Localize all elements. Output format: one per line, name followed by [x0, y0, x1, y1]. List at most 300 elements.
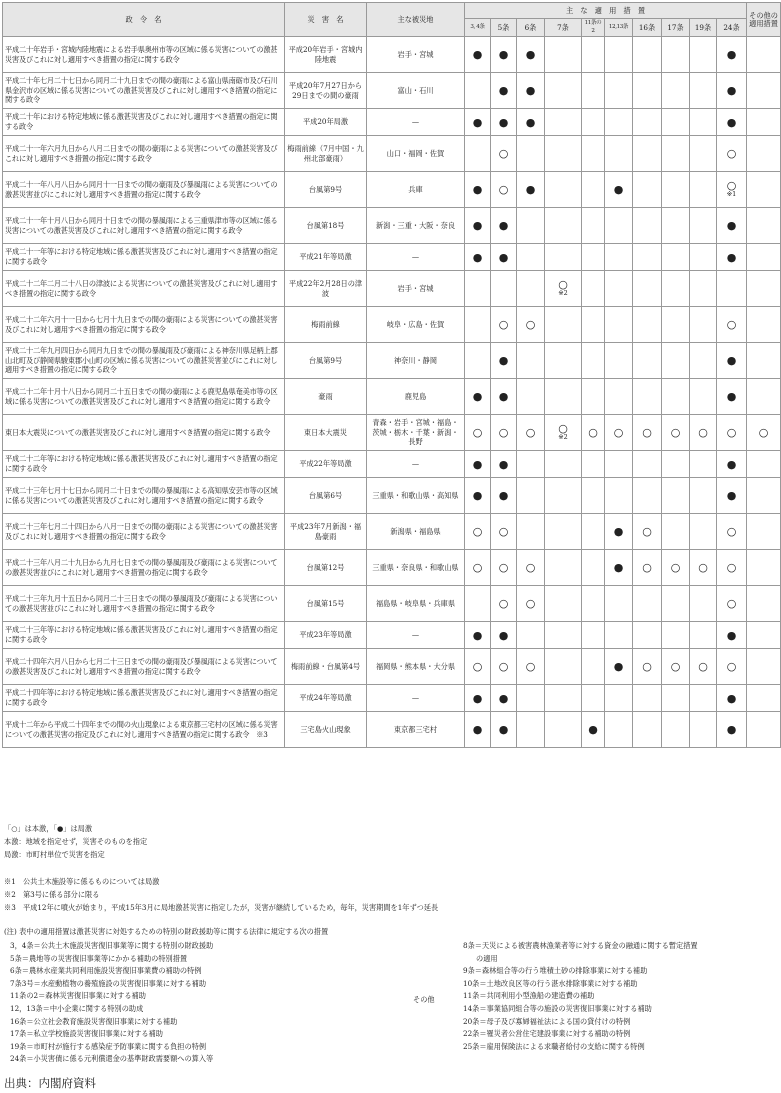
measure-mark-symbol: ○: [670, 660, 681, 673]
ordinance-name: 平成二十一年六月九日から八月二日までの間の豪雨による災害についての激甚災害及びこれに対し適用すべき措置の指定に関する政令: [3, 136, 285, 172]
measure-mark: [690, 379, 717, 415]
measure-mark-symbol: ○: [472, 660, 483, 673]
measure-mark: [465, 109, 491, 136]
measure-mark-symbol: ○: [698, 426, 708, 439]
other-measure-mark: [747, 109, 781, 136]
measure-mark: [491, 415, 517, 451]
measure-mark-symbol: ○: [498, 561, 509, 574]
affected-area: —: [367, 451, 465, 478]
disaster-name: 平成20年岩手・宮城内陸地震: [285, 37, 367, 73]
measure-mark: [605, 712, 633, 748]
measure-mark: [582, 244, 605, 271]
measure-mark: [545, 244, 582, 271]
measure-mark: [605, 271, 633, 307]
measure-mark: [690, 307, 717, 343]
measure-mark: [633, 649, 662, 685]
disaster-name: 台風第9号: [285, 343, 367, 379]
measure-mark: [517, 586, 545, 622]
measure-mark: [582, 649, 605, 685]
footnote-2: ※2 第3号に係る部分に限る: [4, 890, 100, 899]
other-measure-mark: [747, 622, 781, 649]
measure-col-header: 24条: [717, 19, 747, 37]
measure-mark: [582, 415, 605, 451]
other-measure-definition: 22条＝罹災者公営住宅建設事業に対する補助の特例: [463, 1029, 631, 1039]
measure-mark: [605, 208, 633, 244]
measure-mark-symbol: ●: [472, 115, 483, 129]
measure-mark: [633, 586, 662, 622]
measure-mark: [633, 343, 662, 379]
measure-col-header: 19条: [690, 19, 717, 37]
measure-mark: [690, 244, 717, 271]
measure-mark: [605, 415, 633, 451]
measure-note: ※2: [558, 289, 568, 298]
measure-mark: [690, 514, 717, 550]
col-header-name: 政 令 名: [3, 3, 285, 37]
other-measure-mark: [747, 271, 781, 307]
measure-mark: [633, 109, 662, 136]
measure-mark: [465, 136, 491, 172]
other-measure-definition: 14条＝事業協同組合等の施設の災害復旧事業に対する補助: [463, 1004, 652, 1013]
affected-area: —: [367, 244, 465, 271]
measure-mark: [491, 307, 517, 343]
other-measure-mark: [747, 478, 781, 514]
table-row: [3, 244, 781, 271]
measure-mark: [690, 172, 717, 208]
col-header-other: その他の適用措置: [747, 3, 781, 37]
measure-mark-symbol: ○: [472, 561, 483, 574]
measure-mark-symbol: ●: [726, 48, 737, 61]
measure-mark: [517, 685, 545, 712]
measure-mark: [465, 415, 491, 451]
measure-mark-symbol: ●: [498, 457, 509, 471]
measure-mark: [491, 712, 517, 748]
ordinance-name: 平成二十三年七月二十四日から八月一日までの間の豪雨による災害についての激甚災害及びこれに対し適用すべき措置の指定に関する政令: [3, 514, 285, 550]
affected-area: 東京都三宅村: [367, 712, 465, 748]
measure-mark: [491, 73, 517, 109]
ordinance-name: 平成二十年における特定地域に係る激甚災害及びこれに対し適用すべき措置の指定に関する政令: [3, 109, 285, 136]
measure-definition: 11条の2＝森林災害復旧事業に対する補助: [10, 991, 146, 1001]
affected-area: 神奈川・静岡: [367, 343, 465, 379]
measure-mark: [717, 271, 747, 307]
measure-mark: [717, 451, 747, 478]
measure-mark-symbol: ○: [642, 561, 652, 574]
measure-mark: [605, 136, 633, 172]
measure-mark: [491, 514, 517, 550]
other-measure-mark: [747, 550, 781, 586]
measure-mark-symbol: ●: [726, 723, 737, 736]
ordinance-name: 平成二十二年二月二十八日の津波による災害についての激甚災害及びこれに対し適用すべき措置の指定に関する政令: [3, 271, 285, 307]
measure-mark: [545, 307, 582, 343]
measure-mark: [517, 136, 545, 172]
table-row: [3, 172, 781, 208]
legend-kyokujin: 局激：市町村単位で災害を指定: [4, 850, 105, 859]
disaster-name: 平成20年7月27日から29日までの間の豪雨: [285, 73, 367, 109]
measure-mark: [582, 514, 605, 550]
measure-mark: [717, 379, 747, 415]
other-measure-mark: [747, 73, 781, 109]
measure-mark: [582, 343, 605, 379]
measure-definition: 24条＝小災害債に係る元利償還金の基準財政需要額への算入等: [10, 1054, 214, 1064]
measure-mark: [582, 550, 605, 586]
measure-mark: [545, 712, 582, 748]
measure-mark: [465, 343, 491, 379]
measure-mark-symbol: ○: [558, 422, 568, 436]
measure-mark: [662, 478, 690, 514]
other-measure-mark: [747, 343, 781, 379]
measure-note: ※1: [726, 190, 737, 199]
measure-mark: [582, 73, 605, 109]
measure-mark: [465, 550, 491, 586]
measure-mark: [582, 451, 605, 478]
measure-mark: [582, 622, 605, 649]
disaster-name: 平成22年等局激: [285, 451, 367, 478]
measure-mark: [717, 172, 747, 208]
measure-mark: [582, 172, 605, 208]
measure-mark: [662, 586, 690, 622]
measure-mark-symbol: ●: [525, 183, 536, 196]
measure-mark: [717, 307, 747, 343]
measure-mark: [633, 478, 662, 514]
affected-area: 新潟県・福島県: [367, 514, 465, 550]
measure-mark: [662, 685, 690, 712]
measure-mark-symbol: ●: [726, 691, 737, 705]
other-measure-definition: 20条＝母子及び寡婦福祉法による国の貸付けの特例: [463, 1016, 631, 1026]
measure-mark-symbol: ●: [498, 390, 509, 403]
ordinance-name: 平成二十三年八月二十九日から九月七日までの間の暴風雨及び豪雨による災害についての激甚災害並びにこれに対し適用すべき措置の指定に関する政令: [3, 550, 285, 586]
disaster-name: 平成23年等局激: [285, 622, 367, 649]
measure-mark: [605, 172, 633, 208]
other-measure-definition: 11条＝共同利用小型漁船の建造費の補助: [463, 991, 595, 1001]
table-row: [3, 478, 781, 514]
measure-mark: [605, 343, 633, 379]
measure-mark: [465, 379, 491, 415]
measure-mark: [633, 379, 662, 415]
measure-col-header: 7条: [545, 19, 582, 37]
measure-mark-symbol: ○: [726, 660, 737, 673]
measure-mark: [633, 244, 662, 271]
measure-mark: [517, 712, 545, 748]
measure-mark: [605, 73, 633, 109]
affected-area: 兵庫: [367, 172, 465, 208]
other-measure-definition: 10条＝土地改良区等の行う湛水排除事業に対する補助: [463, 978, 638, 988]
measure-mark: [662, 712, 690, 748]
measure-mark: [690, 685, 717, 712]
measure-mark: [465, 73, 491, 109]
measure-mark: [545, 109, 582, 136]
affected-area: 三重県・和歌山県・高知県: [367, 478, 465, 514]
measure-mark: [545, 343, 582, 379]
other-label: その他: [413, 995, 435, 1004]
other-measure-mark: ○: [747, 415, 781, 451]
measure-mark-symbol: ●: [472, 723, 483, 736]
other-measure-mark: [747, 37, 781, 73]
measure-definition: 12，13条＝中小企業に関する特別の助成: [10, 1004, 144, 1013]
disaster-name: 平成20年局激: [285, 109, 367, 136]
affected-area: 福岡県・熊本県・大分県: [367, 649, 465, 685]
measure-mark: [717, 478, 747, 514]
measure-mark: [545, 514, 582, 550]
table-row: [3, 136, 781, 172]
measure-mark: [717, 649, 747, 685]
measure-mark: [517, 37, 545, 73]
measure-mark: [662, 343, 690, 379]
measure-mark: [465, 478, 491, 514]
measure-mark-symbol: ●: [525, 48, 536, 61]
measure-mark-symbol: ●: [498, 219, 509, 232]
other-measure-mark: [747, 451, 781, 478]
measure-mark-symbol: ●: [498, 723, 509, 736]
other-measure-mark: [747, 172, 781, 208]
measure-mark: [545, 379, 582, 415]
measure-mark: [605, 550, 633, 586]
ordinance-name: 平成二十四年六月八日から七月二十三日までの間の豪雨及び暴風雨による災害についての激甚災害及びこれに対し適用すべき措置の指定に関する政令: [3, 649, 285, 685]
measure-mark: [690, 73, 717, 109]
measure-mark: [517, 244, 545, 271]
affected-area: —: [367, 109, 465, 136]
affected-area: 岩手・宮城: [367, 271, 465, 307]
other-measure-mark: [747, 649, 781, 685]
other-measure-definition: の適用: [476, 953, 498, 963]
measure-mark: [491, 109, 517, 136]
measure-mark: [633, 37, 662, 73]
measure-mark: [517, 622, 545, 649]
other-measure-mark: [747, 307, 781, 343]
measure-mark: [545, 685, 582, 712]
measure-mark: [491, 550, 517, 586]
ordinance-name: 平成二十三年等における特定地域に係る激甚災害及びこれに対し適用すべき措置の指定に関する政令: [3, 622, 285, 649]
measure-mark-symbol: ○: [498, 318, 509, 331]
measure-mark-symbol: ●: [498, 115, 509, 129]
affected-area: 福島県・岐阜県・兵庫県: [367, 586, 465, 622]
measure-mark: [491, 451, 517, 478]
measure-mark: [582, 478, 605, 514]
measure-mark: [633, 712, 662, 748]
measure-mark: [662, 415, 690, 451]
disaster-name: 梅雨前線・台風第4号: [285, 649, 367, 685]
measure-mark: [690, 415, 717, 451]
table-row: [3, 379, 781, 415]
remark: (注) 表中の適用措置は激甚災害に対処するための特別の財政援助等に関する法律に規定する次の措置: [4, 927, 329, 936]
measure-mark-symbol: ●: [472, 628, 483, 642]
measure-mark: [465, 622, 491, 649]
table-row: [3, 514, 781, 550]
measure-mark-symbol: ○: [670, 561, 681, 574]
measure-mark: [545, 37, 582, 73]
measure-mark-symbol: ●: [726, 250, 737, 264]
measure-mark: [582, 379, 605, 415]
affected-area: 山口・福岡・佐賀: [367, 136, 465, 172]
measure-definition: 19条＝市町村が施行する感染症予防事業に関する負担の特例: [10, 1041, 207, 1051]
measure-mark: [517, 451, 545, 478]
source-caption: 出典：内閣府資料: [4, 1076, 96, 1090]
measure-mark: [582, 208, 605, 244]
measure-mark: [633, 73, 662, 109]
measure-mark-symbol: ●: [472, 457, 483, 471]
legend-honjin: 本激：地域を指定せず，災害そのものを指定: [4, 837, 148, 846]
ordinance-name: 平成二十年七月二十七日から同月二十九日までの間の豪雨による富山県南砺市及び石川県金沢市の区域に係る災害についての激甚災害及びこれに対し適用すべき措置の指定に関する政令: [3, 73, 285, 109]
measure-mark: [491, 244, 517, 271]
disaster-name: 平成23年7月新潟・福島豪雨: [285, 514, 367, 550]
ordinance-name: 東日本大震災についての激甚災害及びこれに対し適用すべき措置の指定に関する政令: [3, 415, 285, 451]
measure-mark: [662, 550, 690, 586]
other-measure-mark: [747, 586, 781, 622]
measure-mark-symbol: ●: [498, 628, 509, 642]
measure-mark: [633, 514, 662, 550]
measure-mark: [605, 685, 633, 712]
col-header-measures: 主 な 適 用 措 置: [465, 3, 747, 19]
measure-mark: [633, 415, 662, 451]
measure-mark: [465, 586, 491, 622]
measure-mark: [717, 586, 747, 622]
measure-mark-symbol: ●: [472, 219, 483, 232]
disaster-name: 台風第15号: [285, 586, 367, 622]
measure-mark: [517, 415, 545, 451]
disaster-name: 台風第12号: [285, 550, 367, 586]
measure-mark: [605, 586, 633, 622]
measure-mark: [582, 685, 605, 712]
measure-mark-symbol: ●: [726, 457, 737, 471]
measure-mark-symbol: ○: [642, 426, 652, 439]
measure-mark: [690, 451, 717, 478]
other-measure-definition: 8条＝天災による被害農林漁業者等に対する資金の融通に関する暫定措置: [463, 941, 698, 950]
measure-mark-symbol: ○: [472, 525, 483, 538]
other-measure-mark: [747, 244, 781, 271]
measure-mark-symbol: ○: [525, 561, 536, 574]
footnote-1: ※1 公共土木施設等に係るものについては局激: [4, 877, 160, 886]
measure-mark-symbol: ○: [726, 426, 737, 439]
measure-mark: [662, 73, 690, 109]
ordinance-name: 平成二十三年九月十五日から同月二十三日までの間の暴風雨及び豪雨による災害についての激甚災害並びにこれに対し適用すべき措置の指定に関する政令: [3, 586, 285, 622]
measure-mark-symbol: ○: [726, 561, 737, 574]
affected-area: —: [367, 622, 465, 649]
col-header-disaster: 災 害 名: [285, 3, 367, 37]
measure-mark: [690, 208, 717, 244]
measure-mark-symbol: ○: [670, 426, 681, 439]
measure-mark: [662, 271, 690, 307]
disaster-name: 三宅島火山現象: [285, 712, 367, 748]
other-measure-mark: [747, 685, 781, 712]
measure-mark: [605, 379, 633, 415]
measure-definition: 3，4条＝公共土木施設災害復旧事業等に関する特別の財政援助: [10, 941, 214, 950]
table-row: [3, 586, 781, 622]
disaster-name: 梅雨前線: [285, 307, 367, 343]
measure-mark-symbol: ○: [525, 426, 536, 439]
other-measure-definition: 25条＝雇用保険法による求職者給付の支給に関する特例: [463, 1041, 645, 1051]
measure-mark: [491, 685, 517, 712]
measure-mark: [517, 73, 545, 109]
disaster-name: 豪雨: [285, 379, 367, 415]
measure-mark: [545, 478, 582, 514]
measure-mark: [717, 136, 747, 172]
measure-mark: [465, 271, 491, 307]
measure-mark: [662, 514, 690, 550]
disaster-name: 東日本大震災: [285, 415, 367, 451]
disaster-name: 平成21年等局激: [285, 244, 367, 271]
table-row: [3, 37, 781, 73]
measure-mark: [717, 622, 747, 649]
legend-circle-marks: 「○」は本激，「●」は局激: [4, 824, 93, 833]
measure-mark-symbol: ○: [498, 147, 509, 160]
measure-mark: [517, 379, 545, 415]
measure-mark: [491, 379, 517, 415]
table-row: [3, 712, 781, 748]
measure-mark-symbol: ○: [498, 525, 509, 538]
measure-mark: [690, 712, 717, 748]
measure-mark: [662, 622, 690, 649]
table-row: [3, 208, 781, 244]
measure-mark-symbol: ○: [525, 660, 536, 673]
measure-mark: [605, 478, 633, 514]
measure-mark: [717, 109, 747, 136]
measure-mark: [465, 712, 491, 748]
measure-mark-symbol: ●: [472, 489, 483, 502]
ordinance-name: 平成二十一年等における特定地域に係る激甚災害及びこれに対し適用すべき措置の指定に関する政令: [3, 244, 285, 271]
measure-mark-symbol: ●: [613, 183, 624, 196]
measure-mark: [491, 208, 517, 244]
measure-mark: [517, 208, 545, 244]
measure-mark-symbol: ○: [498, 183, 509, 196]
measure-mark: [633, 550, 662, 586]
measure-mark-symbol: ●: [726, 489, 737, 502]
measure-note: ※2: [558, 433, 568, 442]
ordinance-name: 平成二十二年等における特定地域に係る激甚災害及びこれに対し適用すべき措置の指定に関する政令: [3, 451, 285, 478]
measure-col-header: 5条: [491, 19, 517, 37]
measure-mark: [517, 514, 545, 550]
measure-mark: [582, 586, 605, 622]
measure-col-header: 6条: [517, 19, 545, 37]
measure-mark: [465, 244, 491, 271]
other-measure-definition: 9条＝森林組合等の行う堆積土砂の排除事業に対する補助: [463, 966, 648, 976]
measure-mark: [690, 109, 717, 136]
measure-mark: [465, 172, 491, 208]
measure-mark-symbol: ●: [472, 390, 483, 403]
col-header-area: 主な被災地: [367, 3, 465, 37]
measure-mark: [582, 307, 605, 343]
measure-mark: [717, 550, 747, 586]
affected-area: 三重県・奈良県・和歌山県: [367, 550, 465, 586]
measure-mark-symbol: ○: [726, 318, 737, 331]
measure-mark: [662, 208, 690, 244]
other-measure-mark: [747, 379, 781, 415]
ordinance-name: 平成十二年から平成二十四年までの間の火山現象による東京都三宅村の区域に係る災害についての激甚災害の指定及びこれに対し適用すべき措置の指定に関する政令 ※3: [3, 712, 285, 748]
measure-definition: 7条3号＝水産動植物の養殖施設の災害復旧事業に対する補助: [10, 978, 207, 988]
measure-mark: [465, 37, 491, 73]
measure-mark-symbol: ○: [558, 278, 568, 292]
other-measure-mark: [747, 136, 781, 172]
table-row: [3, 451, 781, 478]
measure-mark-symbol: ○: [698, 561, 708, 574]
measure-mark-symbol: ○: [698, 660, 708, 673]
measure-mark-symbol: ○: [498, 426, 509, 439]
measure-mark-symbol: ●: [613, 525, 624, 538]
disaster-name: 台風第9号: [285, 172, 367, 208]
table-row: [3, 622, 781, 649]
measure-mark: [465, 208, 491, 244]
measure-mark-symbol: ●: [588, 723, 598, 736]
measure-mark-symbol: ○: [726, 179, 737, 193]
measure-mark-symbol: ●: [525, 84, 536, 97]
table-row: [3, 271, 781, 307]
table-row: [3, 307, 781, 343]
ordinance-name: 平成二十四年等における特定地域に係る激甚災害及びこれに対し適用すべき措置の指定に関する政令: [3, 685, 285, 712]
measure-mark: [605, 649, 633, 685]
measure-mark: [582, 712, 605, 748]
measure-mark: [517, 172, 545, 208]
measure-mark-symbol: ●: [726, 354, 737, 367]
measure-mark: [662, 136, 690, 172]
affected-area: 富山・石川: [367, 73, 465, 109]
measure-mark: [517, 478, 545, 514]
